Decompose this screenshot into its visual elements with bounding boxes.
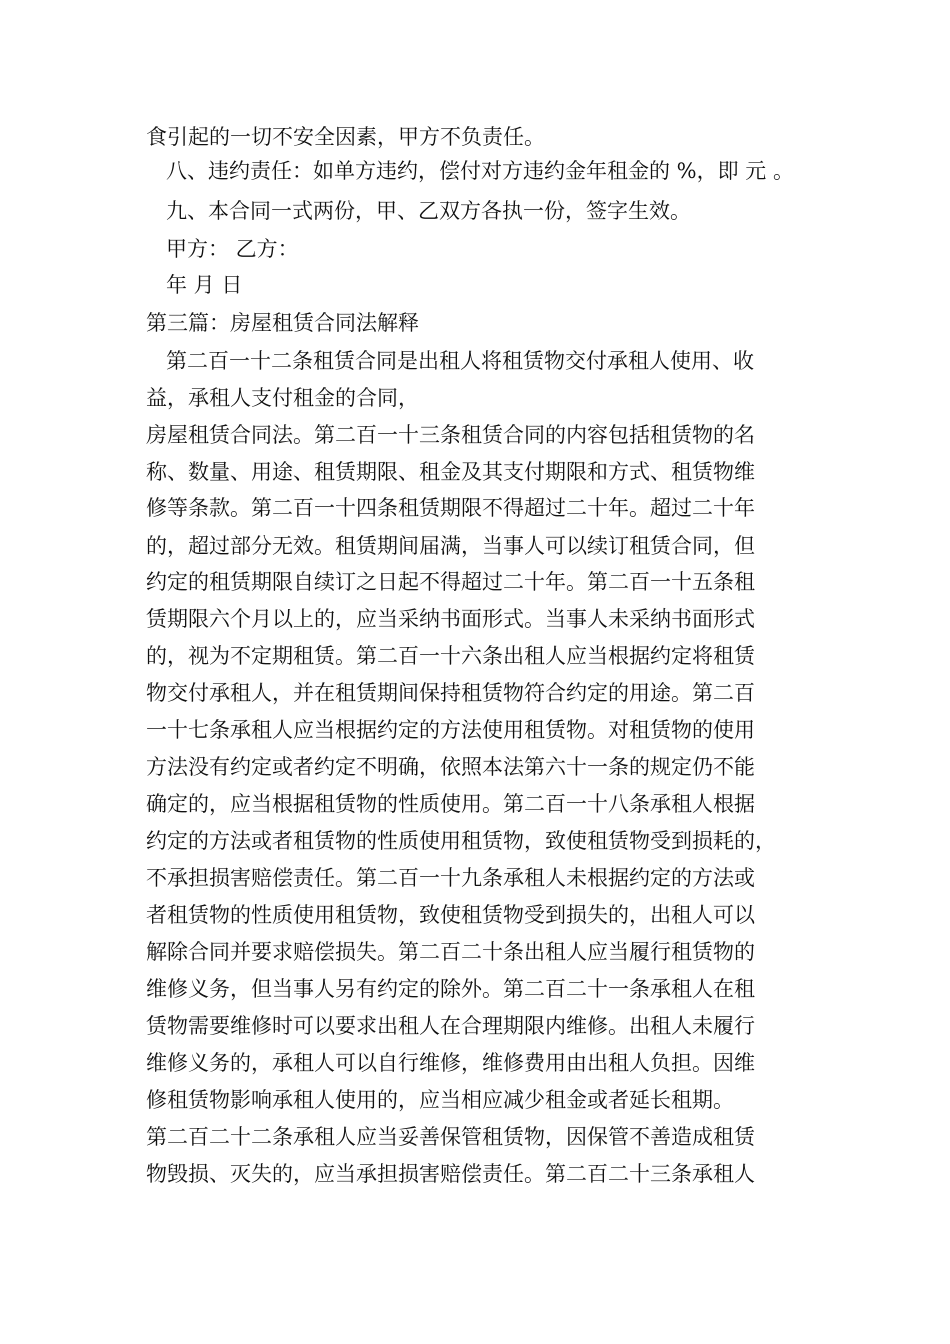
text-line: 第二百一十二条租赁合同是出租人将租赁物交付承租人使用、收 xyxy=(166,349,754,373)
section-heading: 第三篇：房屋租赁合同法解释 xyxy=(146,311,419,335)
text-line: 修等条款。第二百一十四条租赁期限不得超过二十年。超过二十年 xyxy=(146,496,755,520)
text-line: 物毁损、灭失的，应当承担损害赔偿责任。第二百二十三条承租人 xyxy=(146,1162,755,1186)
text-line: 称、数量、用途、租赁期限、租金及其支付期限和方式、租赁物维 xyxy=(146,460,755,484)
text-line: 食引起的一切不安全因素，甲方不负责任。 xyxy=(146,125,545,149)
text-line: 约定的租赁期限自续订之日起不得超过二十年。第二百一十五条租 xyxy=(146,570,755,594)
text-line: 一十七条承租人应当根据约定的方法使用租赁物。对租赁物的使用 xyxy=(146,718,755,742)
text-line: 益，承租人支付租金的合同， xyxy=(146,386,419,410)
text-line: 修租赁物影响承租人使用的，应当相应减少租金或者延长租期。 xyxy=(146,1088,734,1112)
text-line: 者租赁物的性质使用租赁物，致使租赁物受到损失的，出租人可以 xyxy=(146,903,755,927)
text-line: 不承担损害赔偿责任。第二百一十九条承租人未根据约定的方法或 xyxy=(146,866,755,890)
text-line: 年 月 日 xyxy=(166,273,243,297)
text-line: 甲方： 乙方： xyxy=(166,237,299,261)
text-line: 九、本合同一式两份，甲、乙双方各执一份，签字生效。 xyxy=(166,199,691,223)
text-line: 方法没有约定或者约定不明确，依照本法第六十一条的规定仍不能 xyxy=(146,755,755,779)
text-line: 赁期限六个月以上的，应当采纳书面形式。当事人未采纳书面形式 xyxy=(146,607,755,631)
text-line: 赁物需要维修时可以要求出租人在合理期限内维修。出租人未履行 xyxy=(146,1014,755,1038)
text-line: 的，视为不定期租赁。第二百一十六条出租人应当根据约定将租赁 xyxy=(146,644,755,668)
text-line: 第二百二十二条承租人应当妥善保管租赁物，因保管不善造成租赁 xyxy=(146,1125,755,1149)
text-line: 解除合同并要求赔偿损失。第二百二十条出租人应当履行租赁物的 xyxy=(146,940,755,964)
text-line: 确定的，应当根据租赁物的性质使用。第二百一十八条承租人根据 xyxy=(146,792,755,816)
text-line: 八、违约责任：如单方违约，偿付对方违约金年租金的 %，即 元 。 xyxy=(166,159,794,183)
text-line: 维修义务的，承租人可以自行维修，维修费用由出租人负担。因维 xyxy=(146,1051,755,1075)
text-line: 约定的方法或者租赁物的性质使用租赁物，致使租赁物受到损耗的， xyxy=(146,829,776,853)
text-line: 维修义务，但当事人另有约定的除外。第二百二十一条承租人在租 xyxy=(146,977,755,1001)
text-line: 房屋租赁合同法。第二百一十三条租赁合同的内容包括租赁物的名 xyxy=(146,423,755,447)
text-line: 物交付承租人，并在租赁期间保持租赁物符合约定的用途。第二百 xyxy=(146,681,755,705)
text-line: 的，超过部分无效。租赁期间届满，当事人可以续订租赁合同，但 xyxy=(146,534,755,558)
